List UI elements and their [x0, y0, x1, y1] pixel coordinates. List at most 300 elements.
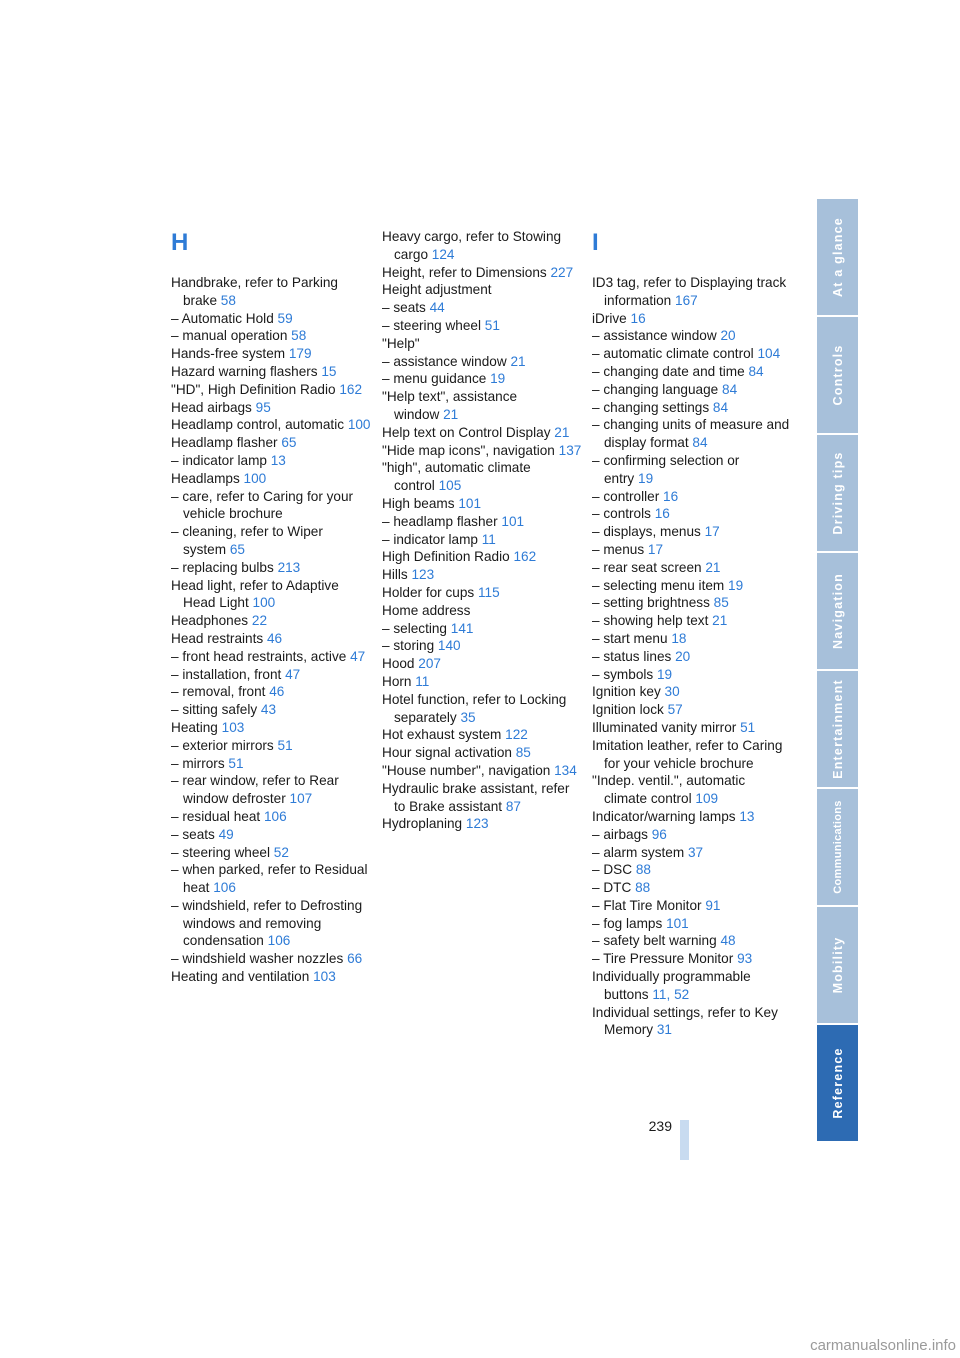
index-entry: [171, 416, 371, 434]
tab-label: Navigation: [830, 573, 845, 649]
page-link[interactable]: 100: [243, 470, 267, 486]
index-entry: [592, 630, 792, 648]
entry-text: Handbrake, refer to Parking brake: [171, 275, 338, 308]
entry-text: – controls: [592, 506, 651, 522]
entry-text: Imitation leather, refer to Caring for your vehicle brochure: [592, 737, 783, 771]
index-entries: [592, 274, 792, 1039]
index-entry: [592, 505, 792, 523]
page-link[interactable]: 167: [675, 292, 698, 308]
index-entry: [382, 815, 582, 833]
index-entry: [592, 968, 792, 1004]
page-link[interactable]: 66: [347, 951, 363, 967]
entry-text: Head airbags: [171, 399, 252, 415]
entry-text: Height adjustment: [382, 282, 492, 298]
page-link[interactable]: 13: [270, 452, 286, 468]
page-link[interactable]: 65: [229, 541, 245, 557]
page-link[interactable]: 21: [443, 406, 459, 422]
page-link[interactable]: 47: [285, 666, 301, 682]
page-link[interactable]: 103: [221, 719, 245, 735]
entry-text: – residual heat: [171, 808, 261, 824]
index-entry: [171, 897, 371, 950]
index-entry: [592, 310, 792, 328]
page-link[interactable]: 17: [647, 541, 664, 557]
entry-text: Hood: [382, 656, 415, 672]
tab-label: Reference: [830, 1047, 845, 1119]
index-entry: [171, 630, 371, 648]
entry-text: – rear seat screen: [592, 559, 702, 575]
index-entry: [382, 388, 582, 424]
index-entry: [382, 424, 582, 442]
page-link[interactable]: 84: [722, 381, 738, 397]
entry-text: Individual settings, refer to Key Memory: [592, 1004, 778, 1038]
index-entry: [171, 523, 371, 559]
index-entry: [171, 719, 371, 737]
entry-text: – front head restraints, active: [171, 648, 347, 664]
index-entry: [382, 459, 582, 495]
index-entry: [592, 274, 792, 310]
entry-text: "Indep. ventil.", automatic climate control: [592, 773, 746, 807]
index-entry: [592, 666, 792, 684]
page-link[interactable]: 51: [277, 737, 293, 753]
entry-text: Hands-free system: [171, 346, 286, 362]
page-link[interactable]: 88: [635, 862, 651, 878]
page-link[interactable]: 207: [418, 656, 441, 672]
page-link[interactable]: 134: [554, 762, 577, 778]
page-link[interactable]: 93: [737, 951, 753, 967]
page-link[interactable]: 21: [705, 559, 721, 575]
index-entry: [171, 737, 371, 755]
entry-text: Head light, refer to Adaptive Head Light: [171, 577, 339, 611]
index-entry: [382, 228, 582, 264]
entry-text: Head restraints: [171, 630, 264, 646]
entry-text: Headlamps: [171, 470, 240, 486]
index-entry: [171, 310, 371, 328]
index-entry: [592, 648, 792, 666]
page-link[interactable]: 122: [505, 727, 528, 743]
page-link[interactable]: 19: [638, 470, 654, 486]
entry-text: Individually programmable buttons: [592, 969, 751, 1002]
page-link[interactable]: 30: [664, 684, 680, 700]
page-link[interactable]: 59: [277, 310, 293, 326]
page-link[interactable]: 100: [252, 595, 276, 611]
entry-text: Ignition key: [592, 684, 661, 700]
entry-text: – controller: [592, 488, 660, 504]
index-entry: [382, 780, 582, 816]
entry-text: Hot exhaust system: [382, 727, 502, 743]
index-entry: [171, 327, 371, 345]
entry-text: – changing date and time: [592, 363, 745, 379]
page-link[interactable]: 11: [652, 986, 667, 1002]
index-entry: [171, 381, 371, 399]
entry-text: Indicator/warning lamps: [592, 808, 736, 824]
entry-text: "Hide map icons", navigation: [382, 442, 555, 458]
entry-text: – automatic climate control: [592, 346, 754, 362]
index-entry: [592, 932, 792, 950]
page-link[interactable]: 106: [263, 808, 287, 824]
index-column-2: [382, 228, 582, 833]
page-link[interactable]: 85: [515, 745, 531, 761]
page-link[interactable]: 84: [748, 363, 764, 379]
entry-text: "HD", High Definition Radio: [171, 381, 336, 397]
page-link[interactable]: 51: [228, 755, 244, 771]
index-entry: [171, 488, 371, 524]
page-link[interactable]: 51: [740, 719, 756, 735]
index-entry: [382, 726, 582, 744]
entry-text: – steering wheel: [382, 317, 481, 333]
index-entry: [382, 335, 582, 353]
index-entry: [171, 826, 371, 844]
index-entry: [592, 772, 792, 808]
page-link[interactable]: 37: [687, 844, 704, 860]
entry-text: Help text on Control Display: [382, 424, 551, 440]
page-link[interactable]: 44: [429, 300, 445, 316]
page-link[interactable]: 84: [692, 435, 708, 451]
index-entry: [382, 495, 582, 513]
page-link[interactable]: 179: [288, 346, 312, 362]
entry-text: "House number", navigation: [382, 762, 551, 778]
page-link[interactable]: 16: [663, 488, 679, 504]
tab-label: Controls: [830, 344, 845, 406]
index-entry: [382, 281, 582, 299]
entry-text: Headlamp flasher: [171, 435, 278, 451]
page-link[interactable]: 21: [510, 353, 526, 369]
page-link[interactable]: 22: [251, 613, 268, 629]
page-link[interactable]: 35: [460, 709, 476, 725]
page-link[interactable]: 124: [431, 246, 455, 262]
entry-text: Height, refer to Dimensions: [382, 264, 547, 280]
entry-text: Hazard warning flashers: [171, 363, 318, 379]
page-link[interactable]: 16: [654, 506, 670, 522]
index-entry: [171, 399, 371, 417]
index-entry: [382, 602, 582, 620]
index-entry: [382, 691, 582, 727]
page-link[interactable]: 52: [674, 986, 690, 1002]
index-entry: [171, 844, 371, 862]
entry-text: Hydroplaning: [382, 816, 463, 832]
page-link[interactable]: 103: [313, 969, 336, 985]
entry-text: – manual operation: [171, 328, 288, 344]
page-link[interactable]: 11: [415, 673, 430, 689]
page-link[interactable]: 20: [675, 648, 691, 664]
index-entry: [171, 861, 371, 897]
index-entry: [382, 655, 582, 673]
entry-text: – setting brightness: [592, 595, 710, 611]
index-entry: [382, 264, 582, 282]
index-entry: [382, 566, 582, 584]
entry-text: "Help": [382, 335, 420, 351]
index-entry: [592, 345, 792, 363]
entry-text: "Help text", assistance window: [382, 389, 518, 422]
index-entry: [171, 274, 371, 310]
entry-text: – start menu: [592, 630, 668, 646]
page-link[interactable]: 58: [291, 328, 307, 344]
tab-communications[interactable]: [817, 789, 858, 907]
index-entry: [382, 531, 582, 549]
index-entry: [592, 719, 792, 737]
page-link[interactable]: 213: [277, 559, 301, 575]
page-link[interactable]: 58: [220, 292, 236, 308]
chapter-tabs: [817, 199, 858, 1143]
entry-text: High beams: [382, 495, 455, 511]
index-entry: [592, 683, 792, 701]
entry-text: Heavy cargo, refer to Stowing cargo: [382, 229, 562, 262]
section-heading-h: H: [171, 229, 189, 256]
page-link[interactable]: 123: [465, 816, 489, 832]
entry-text: – indicator lamp: [382, 531, 478, 547]
page-link[interactable]: 43: [260, 702, 277, 718]
entry-text: – rear window, refer to Rear window defroster: [171, 773, 339, 807]
index-entry: [171, 559, 371, 577]
entry-text: – assistance window: [382, 353, 507, 369]
page-link[interactable]: 19: [728, 577, 744, 593]
page-link[interactable]: 91: [705, 897, 721, 913]
page-link[interactable]: 51: [484, 317, 500, 333]
index-entry: [592, 844, 792, 862]
page-link[interactable]: 104: [757, 346, 781, 362]
entry-text: Hills: [382, 567, 408, 583]
tab-label: At a glance: [830, 217, 845, 297]
entry-text: iDrive: [592, 310, 627, 326]
page-link[interactable]: 88: [635, 880, 651, 896]
entry-text: – storing: [382, 638, 435, 654]
page-link[interactable]: 140: [437, 638, 461, 654]
page-link[interactable]: 106: [213, 880, 236, 896]
index-entry: [592, 399, 792, 417]
page-link[interactable]: 227: [550, 264, 574, 280]
page-link[interactable]: 162: [339, 381, 363, 397]
entry-text: – Flat Tire Monitor: [592, 897, 702, 913]
index-entry: [171, 452, 371, 470]
entry-text: Hydraulic brake assistant, refer to Brake assistant: [382, 780, 570, 814]
index-entry: [592, 577, 792, 595]
tab-entertainment[interactable]: [817, 671, 858, 789]
page-number: 239: [648, 1118, 672, 1134]
entry-text: "high", automatic climate control: [382, 460, 531, 494]
index-entry: [592, 363, 792, 381]
entry-text: – removal, front: [171, 684, 266, 700]
entry-text: – mirrors: [171, 755, 225, 771]
entry-text: – Automatic Hold: [171, 310, 274, 326]
entry-text: – seats: [171, 826, 215, 842]
entry-text: – exterior mirrors: [171, 737, 274, 753]
page-link[interactable]: 137: [558, 442, 582, 458]
index-entry: [171, 345, 371, 363]
tab-label: Mobility: [830, 936, 845, 994]
index-entry: [592, 381, 792, 399]
entry-text: Illuminated vanity mirror: [592, 719, 737, 735]
index-entry: [171, 950, 371, 968]
page-link[interactable]: 17: [704, 524, 720, 540]
page-marker-bar: [680, 1120, 689, 1160]
page-link[interactable]: 57: [667, 702, 683, 718]
page-link[interactable]: 84: [712, 399, 729, 415]
index-entry: [592, 737, 792, 773]
index-entry: [592, 594, 792, 612]
index-entry: [592, 523, 792, 541]
index-entry: [382, 442, 582, 460]
page-link[interactable]: 19: [490, 371, 506, 387]
tab-at-a-glance[interactable]: [817, 199, 858, 317]
entry-text: – DTC: [592, 880, 632, 896]
tab-controls[interactable]: [817, 317, 858, 435]
entry-text: – assistance window: [592, 328, 717, 344]
page-link[interactable]: 123: [411, 567, 435, 583]
index-entry: [382, 548, 582, 566]
entry-text: – when parked, refer to Residual heat: [171, 862, 368, 896]
page-link[interactable]: 96: [651, 826, 667, 842]
entry-text: – cleaning, refer to Wiper system: [171, 524, 323, 557]
tab-label: Entertainment: [830, 679, 845, 779]
page-link[interactable]: 65: [281, 435, 297, 451]
index-entry: [592, 488, 792, 506]
index-entry: [592, 452, 792, 488]
index-entry: [171, 968, 371, 986]
page-link[interactable]: 20: [720, 328, 736, 344]
index-entry: [171, 683, 371, 701]
index-entry: [592, 612, 792, 630]
entry-text: – seats: [382, 300, 426, 316]
section-heading-i: I: [592, 229, 599, 256]
index-entries: [382, 228, 582, 833]
entry-text: – changing units of measure and display format: [592, 417, 790, 451]
entry-text: Holder for cups: [382, 584, 475, 600]
page-link[interactable]: 19: [656, 666, 673, 682]
page-link[interactable]: 47: [350, 648, 366, 664]
page-link[interactable]: 107: [289, 791, 313, 807]
tab-label: Communications: [831, 800, 844, 894]
page-link[interactable]: 100: [347, 417, 371, 433]
entry-text: Hotel function, refer to Locking separately: [382, 691, 567, 725]
index-entry: [382, 317, 582, 335]
index-entry: [171, 434, 371, 452]
page-link[interactable]: 15: [321, 363, 337, 379]
entry-text: – menu guidance: [382, 371, 487, 387]
index-entry: [171, 648, 371, 666]
index-column-3: [592, 228, 792, 1039]
index-entry: [382, 762, 582, 780]
index-column-1: [171, 228, 371, 986]
index-entry: [382, 353, 582, 371]
index-entry: [382, 299, 582, 317]
page-link[interactable]: 11: [481, 531, 496, 547]
page-link[interactable]: 109: [695, 791, 719, 807]
entry-text: – safety belt warning: [592, 933, 717, 949]
index-entry: [592, 1004, 792, 1040]
index-entry: [382, 584, 582, 602]
entry-text: – menus: [592, 541, 645, 557]
index-entry: [382, 673, 582, 691]
page-link[interactable]: 85: [713, 595, 729, 611]
page-link[interactable]: 48: [720, 933, 736, 949]
entry-text: Home address: [382, 602, 471, 618]
tab-mobility[interactable]: [817, 907, 858, 1025]
entry-text: – headlamp flasher: [382, 513, 498, 529]
page-link[interactable]: 106: [267, 933, 291, 949]
tab-reference[interactable]: [817, 1025, 858, 1143]
index-entry: [592, 559, 792, 577]
page-link[interactable]: 115: [477, 584, 500, 600]
page-link[interactable]: 101: [458, 495, 482, 511]
index-entry: [382, 370, 582, 388]
index-entry: [382, 744, 582, 762]
index-entry: [171, 470, 371, 488]
page-link[interactable]: 21: [712, 613, 728, 629]
tab-driving-tips[interactable]: [817, 435, 858, 553]
page-link[interactable]: 105: [438, 478, 462, 494]
entry-text: – installation, front: [171, 666, 282, 682]
entry-text: – changing language: [592, 381, 719, 397]
entry-text: – Tire Pressure Monitor: [592, 951, 734, 967]
entry-text: High Definition Radio: [382, 549, 510, 565]
index-entry: [382, 620, 582, 638]
entry-text: Headphones: [171, 613, 249, 629]
page-link[interactable]: 31: [656, 1022, 672, 1038]
entry-text: – selecting: [382, 620, 447, 636]
entry-text: – status lines: [592, 648, 672, 664]
index-entry: [592, 861, 792, 879]
entry-text: Ignition lock: [592, 702, 664, 718]
index-entry: [171, 701, 371, 719]
page-link[interactable]: 52: [273, 844, 289, 860]
page-link[interactable]: 13: [739, 808, 755, 824]
index-entry: [382, 637, 582, 655]
index-entry: [592, 897, 792, 915]
page-link[interactable]: 46: [269, 684, 285, 700]
entry-text: – symbols: [592, 666, 654, 682]
page-link[interactable]: 101: [666, 915, 689, 931]
entry-text: Horn: [382, 673, 412, 689]
entry-text: – care, refer to Caring for your vehicle brochure: [171, 488, 354, 522]
tab-navigation[interactable]: [817, 553, 858, 671]
index-entry: [592, 950, 792, 968]
page-link[interactable]: 141: [450, 620, 474, 636]
index-entry: [171, 577, 371, 613]
entry-text: – alarm system: [592, 844, 685, 860]
index-entry: [171, 612, 371, 630]
page-link[interactable]: 46: [266, 630, 283, 646]
entry-text: ID3 tag, refer to Displaying track information: [592, 275, 787, 308]
page-separator: ,: [666, 986, 675, 1002]
index-entries: [171, 274, 371, 986]
entry-text: – sitting safely: [171, 702, 258, 718]
entry-text: – showing help text: [592, 613, 709, 629]
page-link[interactable]: 49: [218, 826, 234, 842]
index-entry: [171, 808, 371, 826]
page-link[interactable]: 162: [513, 549, 537, 565]
entry-text: – changing settings: [592, 399, 710, 415]
page-link[interactable]: 21: [554, 424, 570, 440]
entry-text: – steering wheel: [171, 844, 270, 860]
entry-text: Heating: [171, 719, 218, 735]
index-entry: [592, 541, 792, 559]
tab-label: Driving tips: [830, 451, 845, 535]
entry-text: – confirming selection or entry: [592, 452, 740, 486]
page-link[interactable]: 16: [630, 310, 646, 326]
page-link[interactable]: 87: [505, 798, 521, 814]
entry-text: – replacing bulbs: [171, 559, 274, 575]
index-entry: [171, 755, 371, 773]
entry-text: Headlamp control, automatic: [171, 417, 345, 433]
entry-text: – airbags: [592, 826, 648, 842]
page-link[interactable]: 18: [671, 630, 687, 646]
entry-text: – DSC: [592, 862, 633, 878]
page-link[interactable]: 95: [255, 399, 271, 415]
page-link[interactable]: 101: [501, 513, 525, 529]
entry-text: – displays, menus: [592, 524, 701, 540]
entry-text: – fog lamps: [592, 915, 663, 931]
index-entry: [592, 826, 792, 844]
watermark: carmanualsonline.info: [810, 1337, 956, 1354]
